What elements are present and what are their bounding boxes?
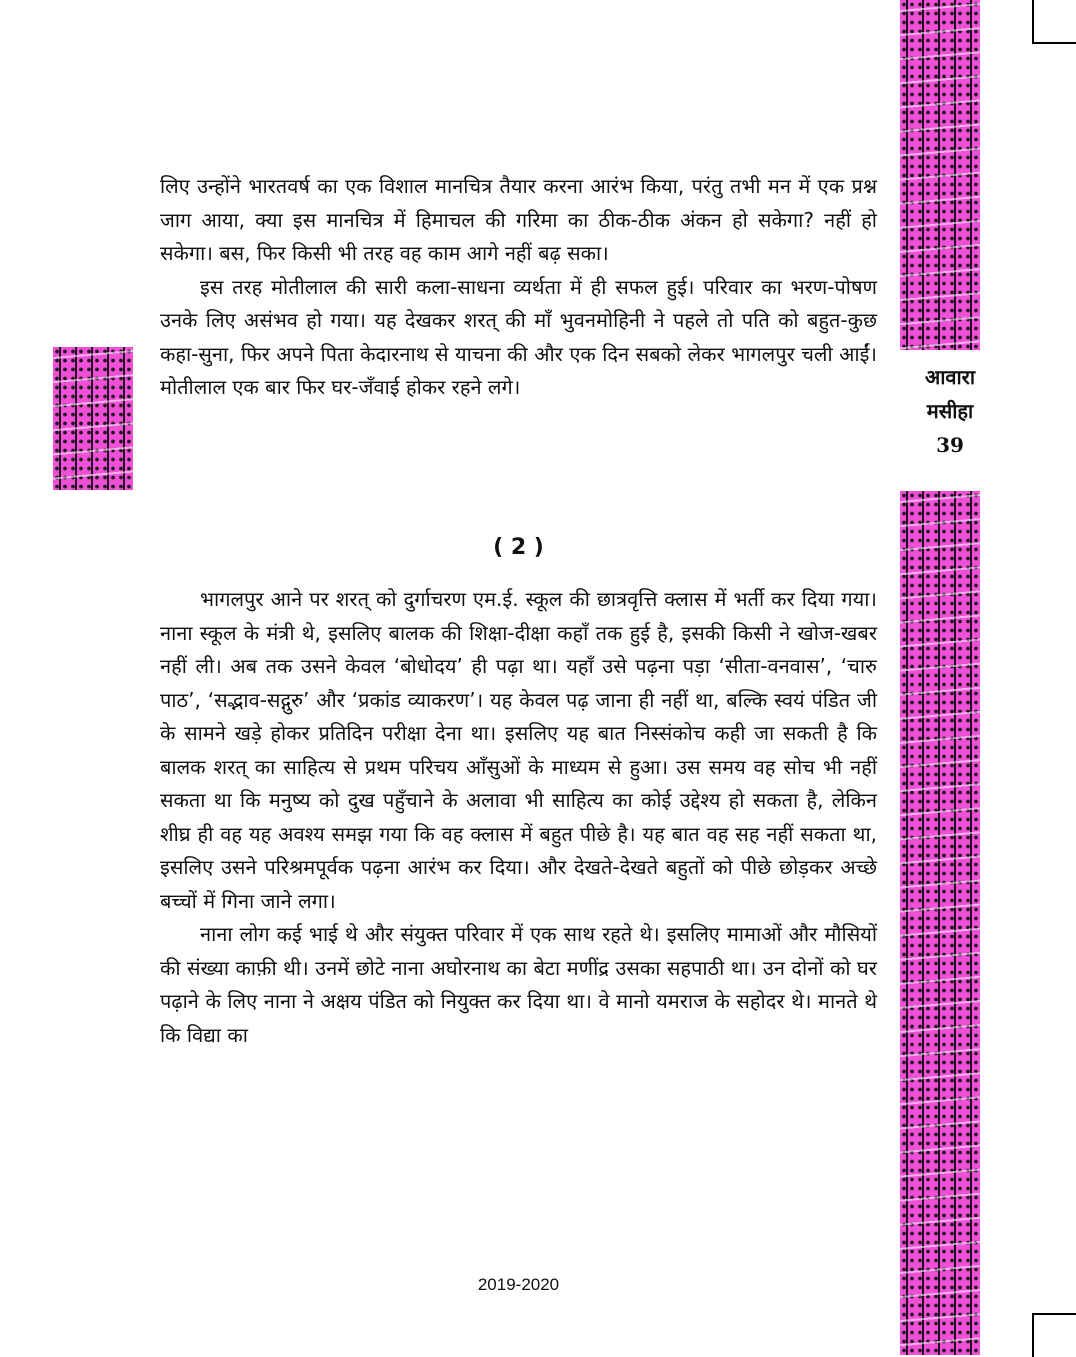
decorative-border-top-right xyxy=(900,0,980,350)
paragraph: लिए उन्होंने भारतवर्ष का एक विशाल मानचित्र तैयार करना आरंभ किया, परंतु तभी मन में एक प्रश्न जाग आया, क्या इस मानचित्र में हिमाचल की गरिमा का ठीक-ठीक अंकन हो सकेगा? नहीं हो सकेगा। बस, फिर किसी भी तरह वह काम आगे नहीं बढ़ सका। xyxy=(160,174,877,265)
section-heading: ( 2 ) xyxy=(493,535,544,560)
paragraph: नाना लोग कई भाई थे और संयुक्त परिवार में एक साथ रहते थे। इसलिए मामाओं और मौसियों की संख्या काफ़ी थी। उनमें छोटे नाना अघोरनाथ का बेटा मणींद्र उसका सहपाठी था। उन दोनों को घर पढ़ाने के लिए नाना ने अक्षय पंडित को नियुक्त कर दिया था। वे मानो यमराज के सहोदर थे। मानते थे कि विद्या का xyxy=(160,922,877,1047)
text-block-bottom xyxy=(160,583,877,1052)
decorative-border-bottom-right xyxy=(900,491,980,1355)
page-footer-year: 2019-2020 xyxy=(477,1275,560,1294)
decorative-border-left xyxy=(53,347,133,490)
text-block-top xyxy=(160,170,877,405)
crop-mark-bottom-right xyxy=(1032,1313,1076,1357)
chapter-title-line2: मसीहा xyxy=(926,399,974,423)
paragraph: भागलपुर आने पर शरत् को दुर्गाचरण एम.ई. स्कूल की छात्रवृत्ति क्लास में भर्ती कर दिया गया। नाना स्कूल के मंत्री थे, इसलिए बालक की शिक्षा-दीक्षा कहाँ तक हुई है, इसकी किसी ने खोज-खबर नहीं ली। अब तक उसने केवल ‘बोधोदय’ ही पढ़ा था। यहाँ उसे पढ़ना पड़ा ‘सीता-वनवास’, ‘चारु पाठ’, ‘सद्भाव-सद्गुरु’ और ‘प्रकांड व्याकरण’। यह केवल पढ़ जाना ही नहीं था, बल्कि स्वयं पंडित जी के सामने खड़े होकर प्रतिदिन परीक्षा देना था। इसलिए यह बात निस्संकोच कही जा सकती है कि बालक शरत् का साहित्य से प्रथम परिचय आँसुओं के माध्यम से हुआ। उस समय वह सोच भी नहीं सकता था कि मनुष्य को दुख पहुँचाने के अलावा भी साहित्य का कोई उद्देश्य हो सकता है, लेकिन शीघ्र ही वह यह अवश्य समझ गया कि वह क्लास में बहुत पीछे है। यह बात वह सह नहीं सकता था, इसलिए उसने परिश्रमपूर्वक पढ़ना आरंभ कर दिया। और देखते-देखते बहुतों को पीछे छोड़कर अच्छे बच्चों में गिना जाने लगा। xyxy=(160,587,877,913)
paragraph: इस तरह मोतीलाल की सारी कला-साधना व्यर्थता में ही सफल हुई। परिवार का भरण-पोषण उनके लिए असंभव हो गया। यह देखकर शरत् की माँ भुवनमोहिनी ने पहले तो पति को बहुत-कुछ कहा-सुना, फिर अपने पिता केदारनाथ से याचना की और एक दिन सबको लेकर भागलपुर चली आईं। मोतीलाल एक बार फिर घर-जँवाई होकर रहने लगे। xyxy=(160,274,877,399)
chapter-side-label xyxy=(905,360,995,462)
page-number: 39 xyxy=(936,433,964,457)
crop-mark-top-right xyxy=(1032,0,1076,44)
chapter-title-line1: आवारा xyxy=(924,365,976,389)
